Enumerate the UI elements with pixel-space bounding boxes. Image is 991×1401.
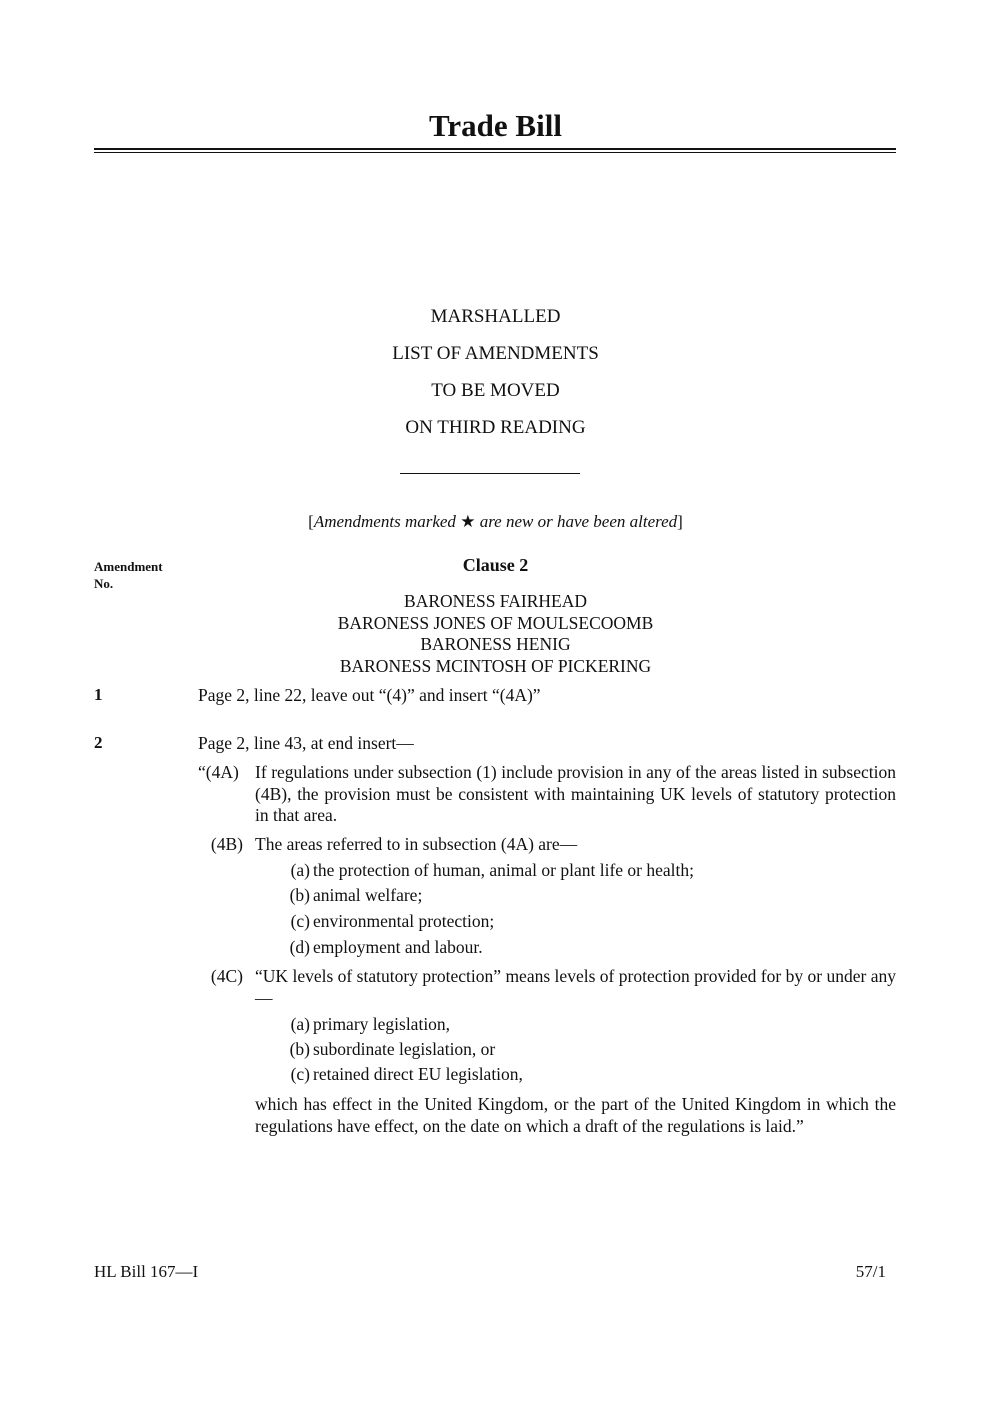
list-item: (b) animal welfare; (289, 885, 423, 905)
separator-rule (400, 473, 580, 474)
subsection-4c: (4C) “UK levels of statutory protection” means levels of protection provided for by or under any— (a) primary legislation, (b) subordinate legislation, or (c) retained direct EU legislation, which has effect in the United Kingdom, or the part of the United Kingdom in which the regulations have effect, on the date on which a draft of the regulations is laid.” (210, 966, 896, 1136)
closing-text: which has effect in the United Kingdom, or the part of the United Kingdom in which the regulations have effect, on the date on which a draft of the regulations is laid.” (255, 1094, 896, 1136)
list-item: (a) the protection of human, animal or plant life or health; (290, 860, 694, 880)
heading-line: LIST OF AMENDMENTS (392, 343, 599, 364)
list-item: (c) environmental protection; (290, 911, 495, 931)
amendment-number: 1 (94, 685, 103, 704)
amendment-number: 2 (94, 733, 103, 752)
page-reference: 57/1 (855, 1262, 886, 1281)
list-item: (d) employment and labour. (289, 937, 483, 957)
title-rule-thin (94, 152, 896, 153)
subsection-4a: “(4A) If regulations under subsection (1) include provision in any of the areas listed in subsection (4B), the provision must be consistent with maintaining UK levels of statutory protection in that area. (198, 762, 896, 825)
sponsor-name: BARONESS FAIRHEAD (404, 591, 587, 611)
list-item: (c) retained direct EU legislation, (290, 1064, 523, 1084)
sponsor-names (0, 591, 991, 677)
bill-reference: HL Bill 167—I (94, 1262, 199, 1281)
heading-line: ON THIRD READING (405, 417, 586, 438)
title-rule (94, 148, 896, 150)
heading-line: MARSHALLED (430, 306, 561, 327)
sponsor-name: BARONESS HENIG (420, 634, 571, 654)
amendments-note: [Amendments marked ★ are new or have been altered] (308, 512, 683, 531)
star-icon: ★ (460, 512, 476, 531)
list-item: (b) subordinate legislation, or (289, 1039, 496, 1059)
heading-line: TO BE MOVED (431, 380, 560, 401)
amendment-text: Page 2, line 22, leave out “(4)” and insert “(4A)” (198, 685, 541, 705)
subsection-4b: (4B) The areas referred to in subsection (4A) are— (a) the protection of human, animal or plant life or health; (b) animal welfare; (c) environmental protection; (d) employment and labour. (210, 834, 694, 957)
clause-heading: Clause 2 (462, 555, 529, 575)
document-title: Trade Bill (429, 108, 562, 143)
amendment-number-label: Amendment No. (94, 559, 163, 591)
sponsor-name: BARONESS MCINTOSH OF PICKERING (339, 655, 652, 676)
sponsor-name: BARONESS JONES OF MOULSECOOMB (337, 612, 654, 633)
amendment-text: Page 2, line 43, at end insert— (198, 733, 414, 753)
list-item: (a) primary legislation, (290, 1014, 451, 1034)
